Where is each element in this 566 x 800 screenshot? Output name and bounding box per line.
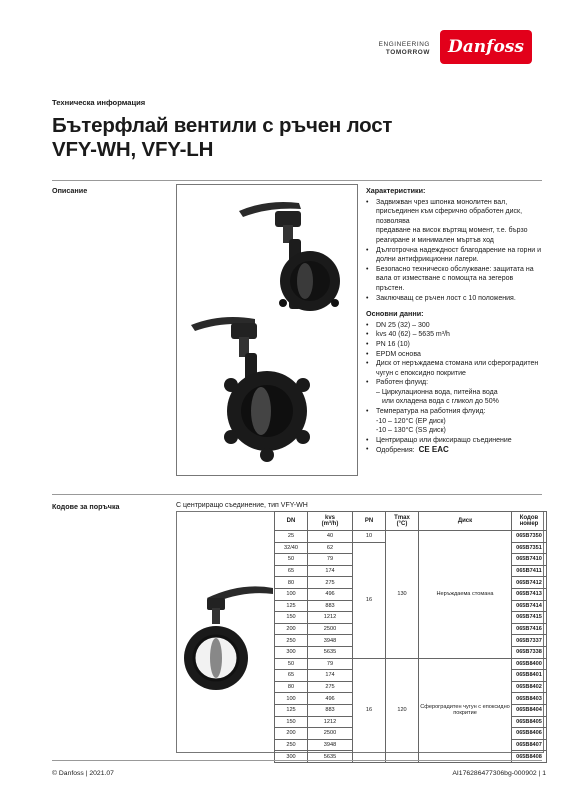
main-data-heading: Основни данни: bbox=[366, 309, 424, 319]
kvs-cell: 40 bbox=[308, 531, 353, 543]
code-cell: 065B8406 bbox=[512, 728, 547, 740]
dn-cell: 50 bbox=[275, 658, 308, 670]
tmax-cell: 120 bbox=[386, 658, 419, 762]
main-data-item: • PN 16 (10) bbox=[366, 340, 542, 350]
main-data-subitem: -10 – 130°C (SS диск) bbox=[376, 427, 446, 435]
pn-cell: 16 bbox=[353, 658, 386, 762]
code-cell: 065B7414 bbox=[512, 600, 547, 612]
dn-cell: 200 bbox=[275, 623, 308, 635]
title-line1: Бътерфлай вентили с ръчен лост bbox=[52, 114, 393, 137]
code-cell: 065B8404 bbox=[512, 704, 547, 716]
dn-cell: 200 bbox=[275, 728, 308, 740]
dn-cell: 300 bbox=[275, 751, 308, 763]
kvs-cell: 883 bbox=[308, 600, 353, 612]
dn-cell: 250 bbox=[275, 739, 308, 751]
feature-item: • Заключващ се ръчен лост с 10 положения. bbox=[366, 294, 542, 304]
col-disc: Диск bbox=[419, 512, 512, 531]
features-list bbox=[366, 198, 542, 304]
features-heading: Характеристики: bbox=[366, 186, 426, 195]
code-cell: 065B7410 bbox=[512, 554, 547, 566]
main-data-subitem: или охладена вода с гликол до 50% bbox=[382, 398, 499, 406]
valve-lug-image bbox=[191, 317, 310, 462]
section-label: Техническа информация bbox=[52, 98, 146, 107]
features-panel bbox=[366, 186, 542, 462]
order-subtitle: С центриращо съединение, тип VFY-WH bbox=[176, 502, 308, 509]
dn-cell: 125 bbox=[275, 600, 308, 612]
tagline-line2: TOMORROW bbox=[385, 49, 430, 56]
feature-item: • Дълготрочна надеждност благодарение на горни и долни антифрикционни лагери. bbox=[366, 246, 542, 265]
main-data-item: • kvs 40 (62) – 5635 m³/h bbox=[366, 330, 542, 340]
kvs-cell: 5635 bbox=[308, 751, 353, 763]
valve-handle-image bbox=[181, 572, 279, 702]
col-dn: DN bbox=[275, 512, 308, 531]
col-kvs: kvs (m³/h) bbox=[308, 512, 353, 531]
dn-cell: 300 bbox=[275, 646, 308, 658]
dn-cell: 100 bbox=[275, 693, 308, 705]
feature-item-cont: предаване на висок въртящ момент, т.е. бързо реагиране и минимален мъртъв ход bbox=[376, 227, 528, 244]
divider bbox=[52, 494, 542, 495]
table-row bbox=[275, 531, 547, 543]
code-cell: 065B7411 bbox=[512, 565, 547, 577]
col-tmax: Tmax (°C) bbox=[386, 512, 419, 531]
footer-copyright: © Danfoss | 2021.07 bbox=[52, 770, 114, 777]
description-label: Описание bbox=[52, 186, 88, 195]
kvs-cell: 1212 bbox=[308, 612, 353, 624]
main-data-subitem: -10 – 120°C (EP диск) bbox=[376, 417, 446, 425]
feature-item: • Безопасно техническо обслужване: защитата на вала от изместване с помощта на зегеров пръстен. bbox=[366, 265, 542, 294]
main-data-item: • EPDM основа bbox=[366, 350, 542, 360]
dn-cell: 80 bbox=[275, 577, 308, 589]
dn-cell: 125 bbox=[275, 704, 308, 716]
order-table bbox=[274, 511, 547, 763]
danfoss-logo: Danfoss bbox=[440, 30, 532, 64]
code-cell: 065B8407 bbox=[512, 739, 547, 751]
kvs-cell: 275 bbox=[308, 681, 353, 693]
code-cell: 065B7350 bbox=[512, 531, 547, 543]
kvs-cell: 3948 bbox=[308, 635, 353, 647]
dn-cell: 150 bbox=[275, 716, 308, 728]
dn-cell: 50 bbox=[275, 554, 308, 566]
code-cell: 065B7338 bbox=[512, 646, 547, 658]
tagline bbox=[379, 41, 430, 57]
feature-item: • Задвижван чрез шпонка монолитен вал, присъединен към сферично обработен диск, позволява bbox=[366, 198, 542, 227]
code-cell: 065B8401 bbox=[512, 670, 547, 682]
dn-cell: 65 bbox=[275, 565, 308, 577]
kvs-cell: 883 bbox=[308, 704, 353, 716]
approvals-label: Одобрения: bbox=[376, 447, 415, 455]
dn-cell: 100 bbox=[275, 588, 308, 600]
page-title bbox=[52, 114, 392, 162]
kvs-cell: 5635 bbox=[308, 646, 353, 658]
divider bbox=[52, 760, 542, 761]
col-pn: PN bbox=[353, 512, 386, 531]
footer-docnumber: AI176286477306bg-000902 | 1 bbox=[452, 770, 546, 777]
disc-cell: Неръждаема стомана bbox=[419, 531, 512, 659]
code-cell: 065B8400 bbox=[512, 658, 547, 670]
code-cell: 065B7416 bbox=[512, 623, 547, 635]
dn-cell: 65 bbox=[275, 670, 308, 682]
kvs-cell: 3948 bbox=[308, 739, 353, 751]
code-cell: 065B8403 bbox=[512, 693, 547, 705]
title-line2: VFY-WH, VFY-LH bbox=[52, 138, 214, 161]
product-photo bbox=[176, 184, 358, 476]
pn-cell: 10 bbox=[353, 531, 386, 543]
code-cell: 065B7412 bbox=[512, 577, 547, 589]
kvs-cell: 79 bbox=[308, 658, 353, 670]
pn-cell: 16 bbox=[353, 542, 386, 658]
dn-cell: 25 bbox=[275, 531, 308, 543]
tmax-cell: 130 bbox=[386, 531, 419, 659]
order-codes-label: Кодове за поръчка bbox=[52, 502, 120, 511]
approval-marks: CE EAC bbox=[418, 445, 449, 455]
dn-cell: 250 bbox=[275, 635, 308, 647]
kvs-cell: 62 bbox=[308, 542, 353, 554]
kvs-cell: 79 bbox=[308, 554, 353, 566]
main-data-subitem: – Циркулационна вода, питейна вода bbox=[376, 388, 498, 396]
tagline-line1: ENGINEERING bbox=[378, 41, 430, 48]
kvs-cell: 496 bbox=[308, 693, 353, 705]
kvs-cell: 275 bbox=[308, 577, 353, 589]
kvs-cell: 496 bbox=[308, 588, 353, 600]
kvs-cell: 2500 bbox=[308, 728, 353, 740]
dn-cell: 150 bbox=[275, 612, 308, 624]
main-data-item: • Температура на работния флуид: bbox=[366, 407, 542, 417]
code-cell: 065B7351 bbox=[512, 542, 547, 554]
main-data-list bbox=[366, 321, 542, 456]
code-cell: 065B8405 bbox=[512, 716, 547, 728]
main-data-item: • Центриращо или фиксиращо съединение bbox=[366, 436, 542, 446]
code-cell: 065B7415 bbox=[512, 612, 547, 624]
code-cell: 065B7337 bbox=[512, 635, 547, 647]
valve-wafer-image bbox=[239, 202, 340, 311]
col-code: Кодов номер bbox=[512, 512, 547, 531]
main-data-item: • Работен флуид: bbox=[366, 378, 542, 388]
disc-cell: Сфероградитен чугун с епоксидно покритие bbox=[419, 658, 512, 762]
main-data-item bbox=[366, 445, 542, 456]
main-data-item: • DN 25 (32) – 300 bbox=[366, 321, 542, 331]
kvs-cell: 2500 bbox=[308, 623, 353, 635]
code-cell: 065B8402 bbox=[512, 681, 547, 693]
dn-cell: 80 bbox=[275, 681, 308, 693]
code-cell: 065B7413 bbox=[512, 588, 547, 600]
dn-cell: 32/40 bbox=[275, 542, 308, 554]
kvs-cell: 1212 bbox=[308, 716, 353, 728]
divider bbox=[52, 180, 542, 181]
kvs-cell: 174 bbox=[308, 565, 353, 577]
code-cell: 065B8408 bbox=[512, 751, 547, 763]
table-row bbox=[275, 658, 547, 670]
main-data-item: • Диск от неръждаема стомана или сфероградитен чугун с епоксидно покритие bbox=[366, 359, 542, 378]
kvs-cell: 174 bbox=[308, 670, 353, 682]
